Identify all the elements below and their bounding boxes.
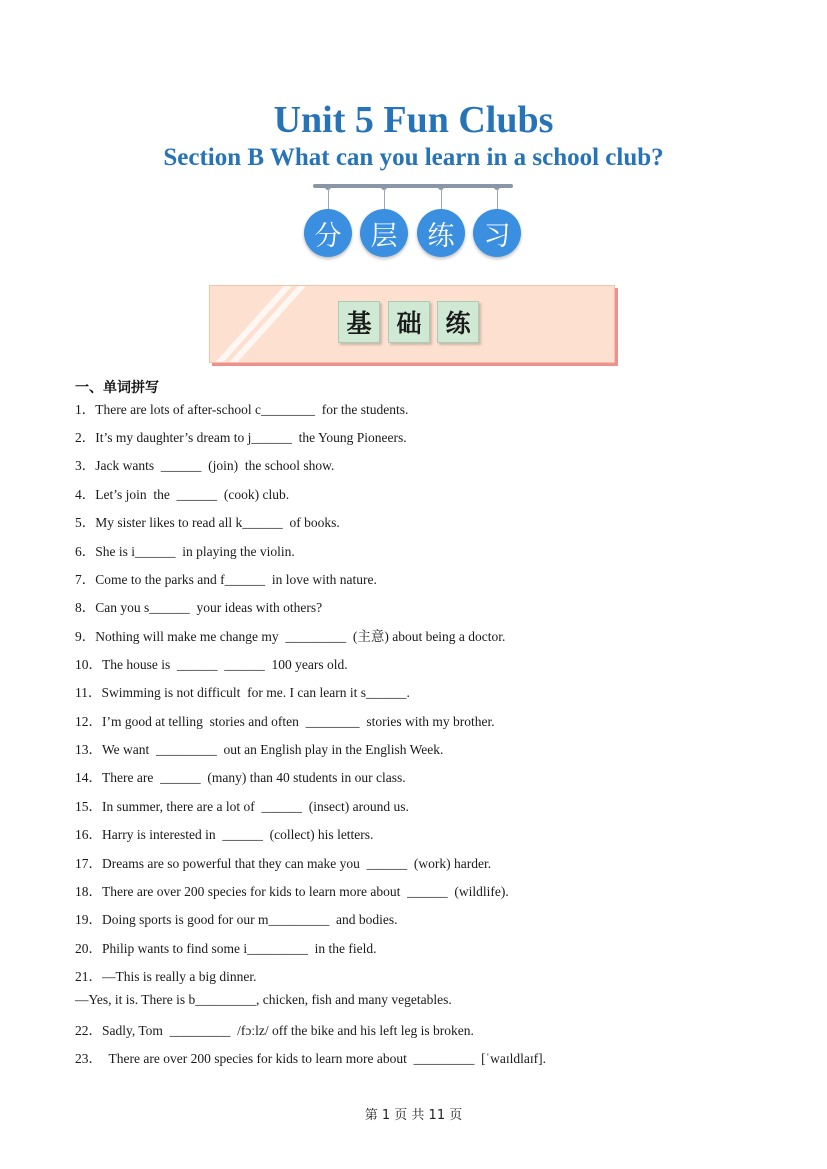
- question-item: 18．There are over 200 species for kids to learn more about ______ (wildlife).: [75, 884, 509, 899]
- question-item: 22．Sadly, Tom _________ /fɔːlz/ off the bike and his left leg is broken.: [75, 1023, 474, 1038]
- question-item: 14．There are ______ (many) than 40 students in our class.: [75, 770, 406, 785]
- badge-xi: 习: [473, 209, 521, 257]
- hanger-line: [441, 188, 442, 210]
- question-item: 7．Come to the parks and f______ in love with nature.: [75, 572, 377, 587]
- hanger-line: [384, 188, 385, 210]
- hanger-line: [497, 188, 498, 210]
- hanger-line: [328, 188, 329, 210]
- question-item: 13．We want _________ out an English play in the English Week.: [75, 742, 444, 757]
- badge-ceng: 层: [360, 209, 408, 257]
- question-item: 9．Nothing will make me change my _________ (主意) about being a doctor.: [75, 629, 506, 644]
- banner-tile-ji: 基: [338, 301, 380, 343]
- banner-tile-lian: 练: [437, 301, 479, 343]
- document-title: Unit 5 Fun Clubs: [273, 99, 554, 141]
- question-item: 2．It’s my daughter’s dream to j______ the Young Pioneers.: [75, 430, 407, 445]
- badge-lian: 练: [417, 209, 465, 257]
- question-item: 6．She is i______ in playing the violin.: [75, 544, 295, 559]
- section-subtitle: Section B What can you learn in a school club?: [163, 144, 664, 171]
- question-item: 3．Jack wants ______ (join) the school show.: [75, 458, 335, 473]
- question-item: 10．The house is ______ ______ 100 years old.: [75, 657, 348, 672]
- banner-stripe: [209, 285, 292, 363]
- question-item: 5．My sister likes to read all k______ of books.: [75, 515, 340, 530]
- section-heading: 一、单词拼写: [75, 380, 159, 396]
- banner-tile-chu: 础: [388, 301, 430, 343]
- question-item: 12．I’m good at telling stories and often ________ stories with my brother.: [75, 714, 495, 729]
- question-item: 16．Harry is interested in ______ (collect) his letters.: [75, 827, 374, 842]
- question-item: 1．There are lots of after-school c________ for the students.: [75, 402, 409, 417]
- question-item: 11．Swimming is not difficult for me. I can learn it s______.: [75, 685, 410, 700]
- question-item: 19．Doing sports is good for our m_________ and bodies.: [75, 912, 398, 927]
- question-item: 15．In summer, there are a lot of ______ (insect) around us.: [75, 799, 409, 814]
- question-item-continuation: —Yes, it is. There is b_________, chicken, fish and many vegetables.: [75, 992, 452, 1007]
- question-item: 21．—This is really a big dinner.: [75, 969, 257, 984]
- question-item: 20．Philip wants to find some i_________ in the field.: [75, 941, 377, 956]
- question-item: 23． There are over 200 species for kids to learn more about _________ [ˈwaɪldlaɪf].: [75, 1051, 546, 1066]
- question-item: 8．Can you s______ your ideas with others?: [75, 600, 323, 615]
- hanger-bar: [313, 184, 513, 188]
- question-item: 4．Let’s join the ______ (cook) club.: [75, 487, 290, 502]
- question-item: 17．Dreams are so powerful that they can make you ______ (work) harder.: [75, 856, 492, 871]
- page-number: 第 1 页 共 11 页: [364, 1108, 463, 1123]
- badge-fen: 分: [304, 209, 352, 257]
